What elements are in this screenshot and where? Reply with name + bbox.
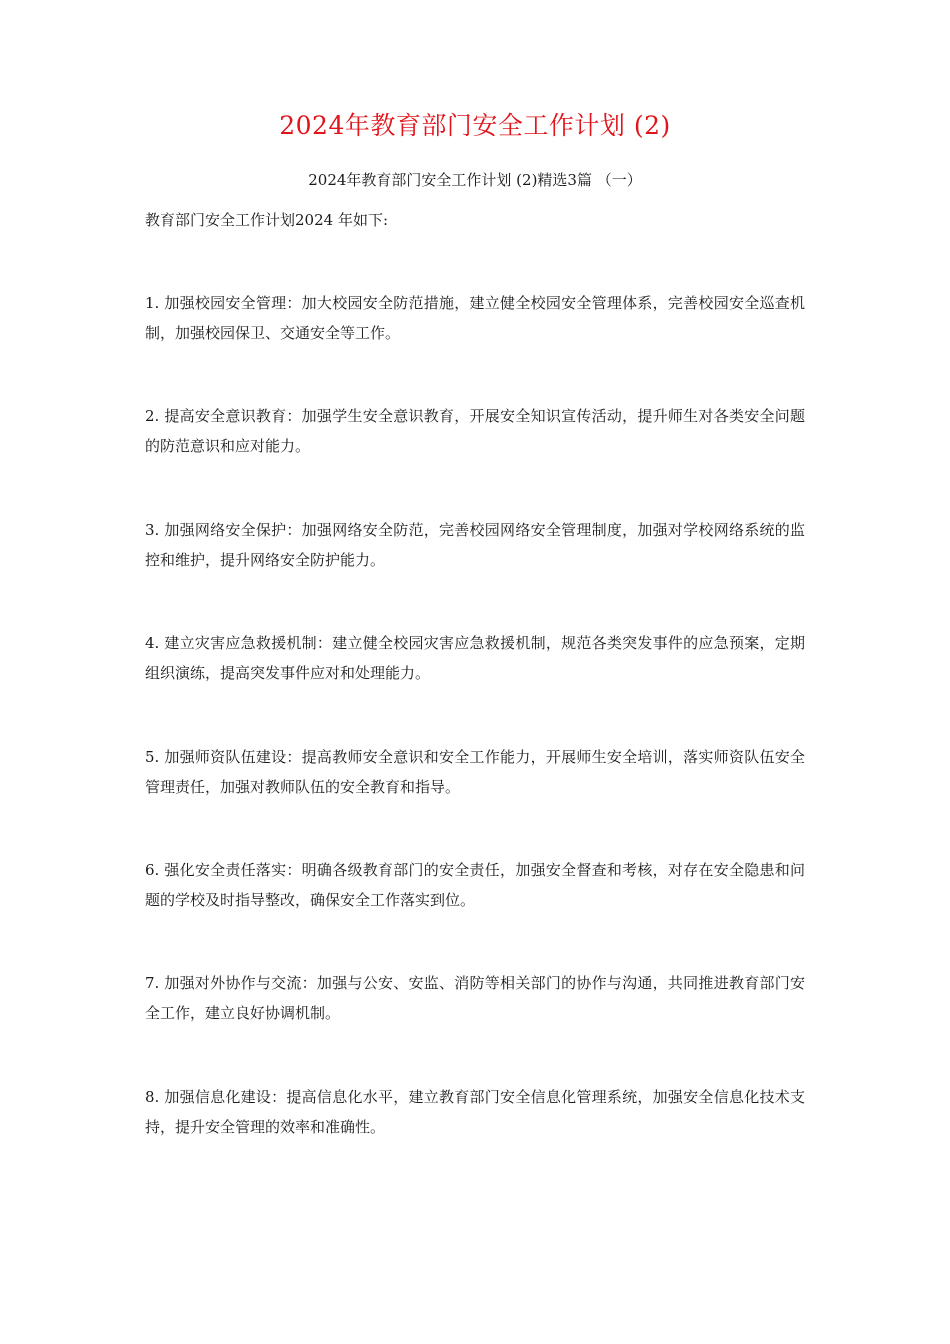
plan-item: 6. 强化安全责任落实：明确各级教育部门的安全责任，加强安全督查和考核，对存在安全隐患和问题的学校及时指导整改，确保安全工作落实到位。 [145,861,805,909]
plan-item: 2. 提高安全意识教育：加强学生安全意识教育，开展安全知识宣传活动，提升师生对各类安全问题的防范意识和应对能力。 [145,407,805,455]
plan-item: 3. 加强网络安全保护：加强网络安全防范，完善校园网络安全管理制度，加强对学校网络系统的监控和维护，提升网络安全防护能力。 [145,521,805,569]
document-title: 2024年教育部门安全工作计划 (2) [279,111,671,140]
plan-item: 7. 加强对外协作与交流：加强与公安、安监、消防等相关部门的协作与沟通，共同推进教育部门安全工作，建立良好协调机制。 [145,974,805,1022]
plan-item: 1. 加强校园安全管理：加大校园安全防范措施，建立健全校园安全管理体系，完善校园安全巡查机制，加强校园保卫、交通安全等工作。 [145,294,805,342]
plan-item: 4. 建立灾害应急救援机制：建立健全校园灾害应急救援机制，规范各类突发事件的应急预案，定期组织演练，提高突发事件应对和处理能力。 [145,634,805,682]
plan-item: 5. 加强师资队伍建设：提高教师安全意识和安全工作能力，开展师生安全培训，落实师资队伍安全管理责任，加强对教师队伍的安全教育和指导。 [145,748,805,796]
document-subtitle: 2024年教育部门安全工作计划 (2)精选3篇 （一） [308,171,642,189]
intro-paragraph: 教育部门安全工作计划2024 年如下: [145,211,388,229]
plan-item: 8. 加强信息化建设：提高信息化水平，建立教育部门安全信息化管理系统，加强安全信息化技术支持，提升安全管理的效率和准确性。 [145,1088,805,1136]
